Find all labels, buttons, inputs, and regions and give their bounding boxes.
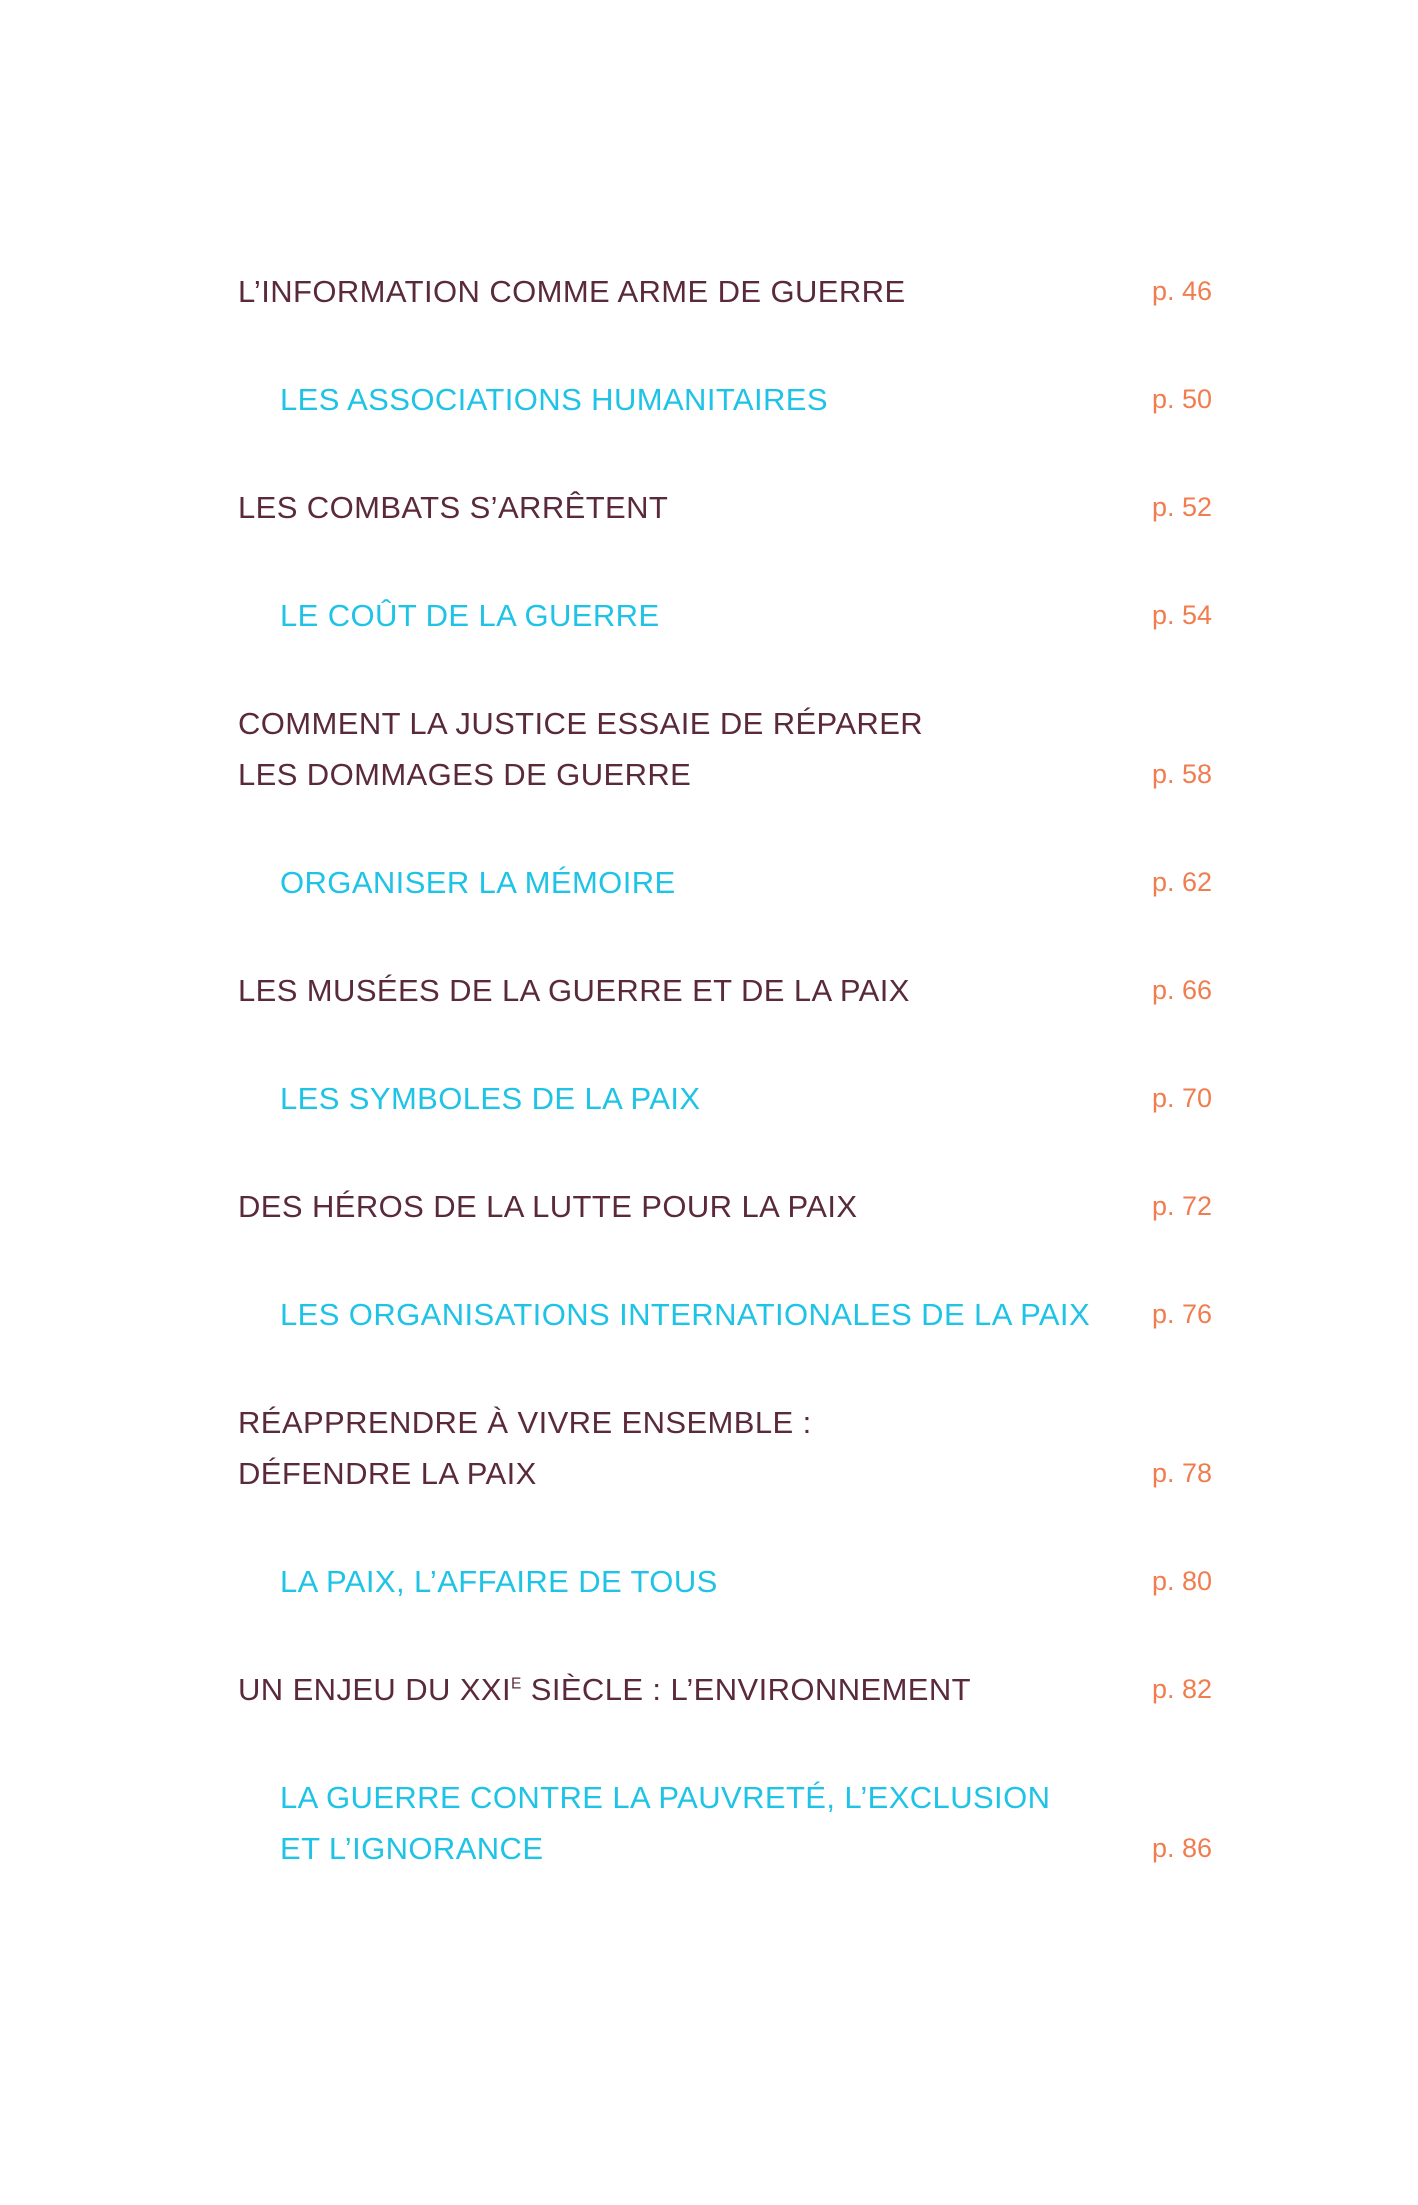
toc-entry-title-line: LES DOMMAGES DE GUERRE <box>238 757 692 792</box>
toc-entry-title <box>280 1073 1160 1124</box>
toc-entry-title <box>280 1556 1160 1607</box>
toc-entry-page-number: p. 78 <box>1152 1458 1213 1488</box>
toc-entry-title <box>280 374 1160 425</box>
toc-entry-title <box>238 482 1118 533</box>
toc-entry-page-number: p. 58 <box>1152 759 1213 789</box>
toc-entry-page-number: p. 50 <box>1152 384 1213 414</box>
toc-entry-title-line: ORGANISER LA MÉMOIRE <box>280 865 676 900</box>
toc-entry-page-number: p. 52 <box>1152 492 1213 522</box>
toc-entry-page-number: p. 86 <box>1152 1833 1213 1863</box>
toc-entry-page-number: p. 66 <box>1152 975 1213 1005</box>
toc-entry-page-number: p. 72 <box>1152 1191 1213 1221</box>
toc-entry-title <box>280 1289 1160 1340</box>
toc-entry-title <box>238 1181 1118 1232</box>
toc-entry-title-line: L’INFORMATION COMME ARME DE GUERRE <box>238 274 906 309</box>
toc-entry-page-number: p. 54 <box>1152 600 1213 630</box>
toc-entry-title <box>238 965 1118 1016</box>
toc-entry-title-line: LES ASSOCIATIONS HUMANITAIRES <box>280 382 828 417</box>
toc-entry-title-line: LES MUSÉES DE LA GUERRE ET DE LA PAIX <box>238 973 910 1008</box>
toc-entry-title-line: LES COMBATS S’ARRÊTENT <box>238 490 669 525</box>
toc-entry-title-line: ET L’IGNORANCE <box>280 1831 544 1866</box>
toc-entry-title <box>238 698 1118 800</box>
toc-entry-title-line: LE COÛT DE LA GUERRE <box>280 598 660 633</box>
toc-entry-page-number: p. 76 <box>1152 1299 1213 1329</box>
toc-entry-title-line: LA GUERRE CONTRE LA PAUVRETÉ, L’EXCLUSION <box>280 1780 1051 1815</box>
toc-entry-title <box>238 1397 1118 1499</box>
toc-entry-title-line: LES ORGANISATIONS INTERNATIONALES DE LA PAIX <box>280 1297 1091 1332</box>
toc-entry-title-line: LA PAIX, L’AFFAIRE DE TOUS <box>280 1564 718 1599</box>
toc-entry-title <box>280 857 1160 908</box>
toc-entry-title-line: DÉFENDRE LA PAIX <box>238 1456 537 1491</box>
toc-entry-title-line: LES SYMBOLES DE LA PAIX <box>280 1081 701 1116</box>
toc-entry-page-number: p. 46 <box>1152 276 1213 306</box>
toc-entry-title-line: UN ENJEU DU $XXI^E$ SIÈCLE : L’ENVIRONNEMENT <box>238 1672 972 1707</box>
toc-entry-title <box>238 1664 1118 1715</box>
toc-entry-page-number: p. 82 <box>1152 1674 1213 1704</box>
toc-entry-page-number: p. 80 <box>1152 1566 1213 1596</box>
toc-entry-title-line: COMMENT LA JUSTICE ESSAIE DE RÉPARER <box>238 706 924 741</box>
toc-entry-title-line: DES HÉROS DE LA LUTTE POUR LA PAIX <box>238 1189 858 1224</box>
toc-entry-page-number: p. 62 <box>1152 867 1213 897</box>
toc-entry-title-line: RÉAPPRENDRE À VIVRE ENSEMBLE : <box>238 1405 812 1440</box>
toc-entry-title <box>238 266 1118 317</box>
toc-entry-title <box>280 1772 1160 1874</box>
toc-entry-title <box>280 590 1160 641</box>
toc-entry-page-number: p. 70 <box>1152 1083 1213 1113</box>
